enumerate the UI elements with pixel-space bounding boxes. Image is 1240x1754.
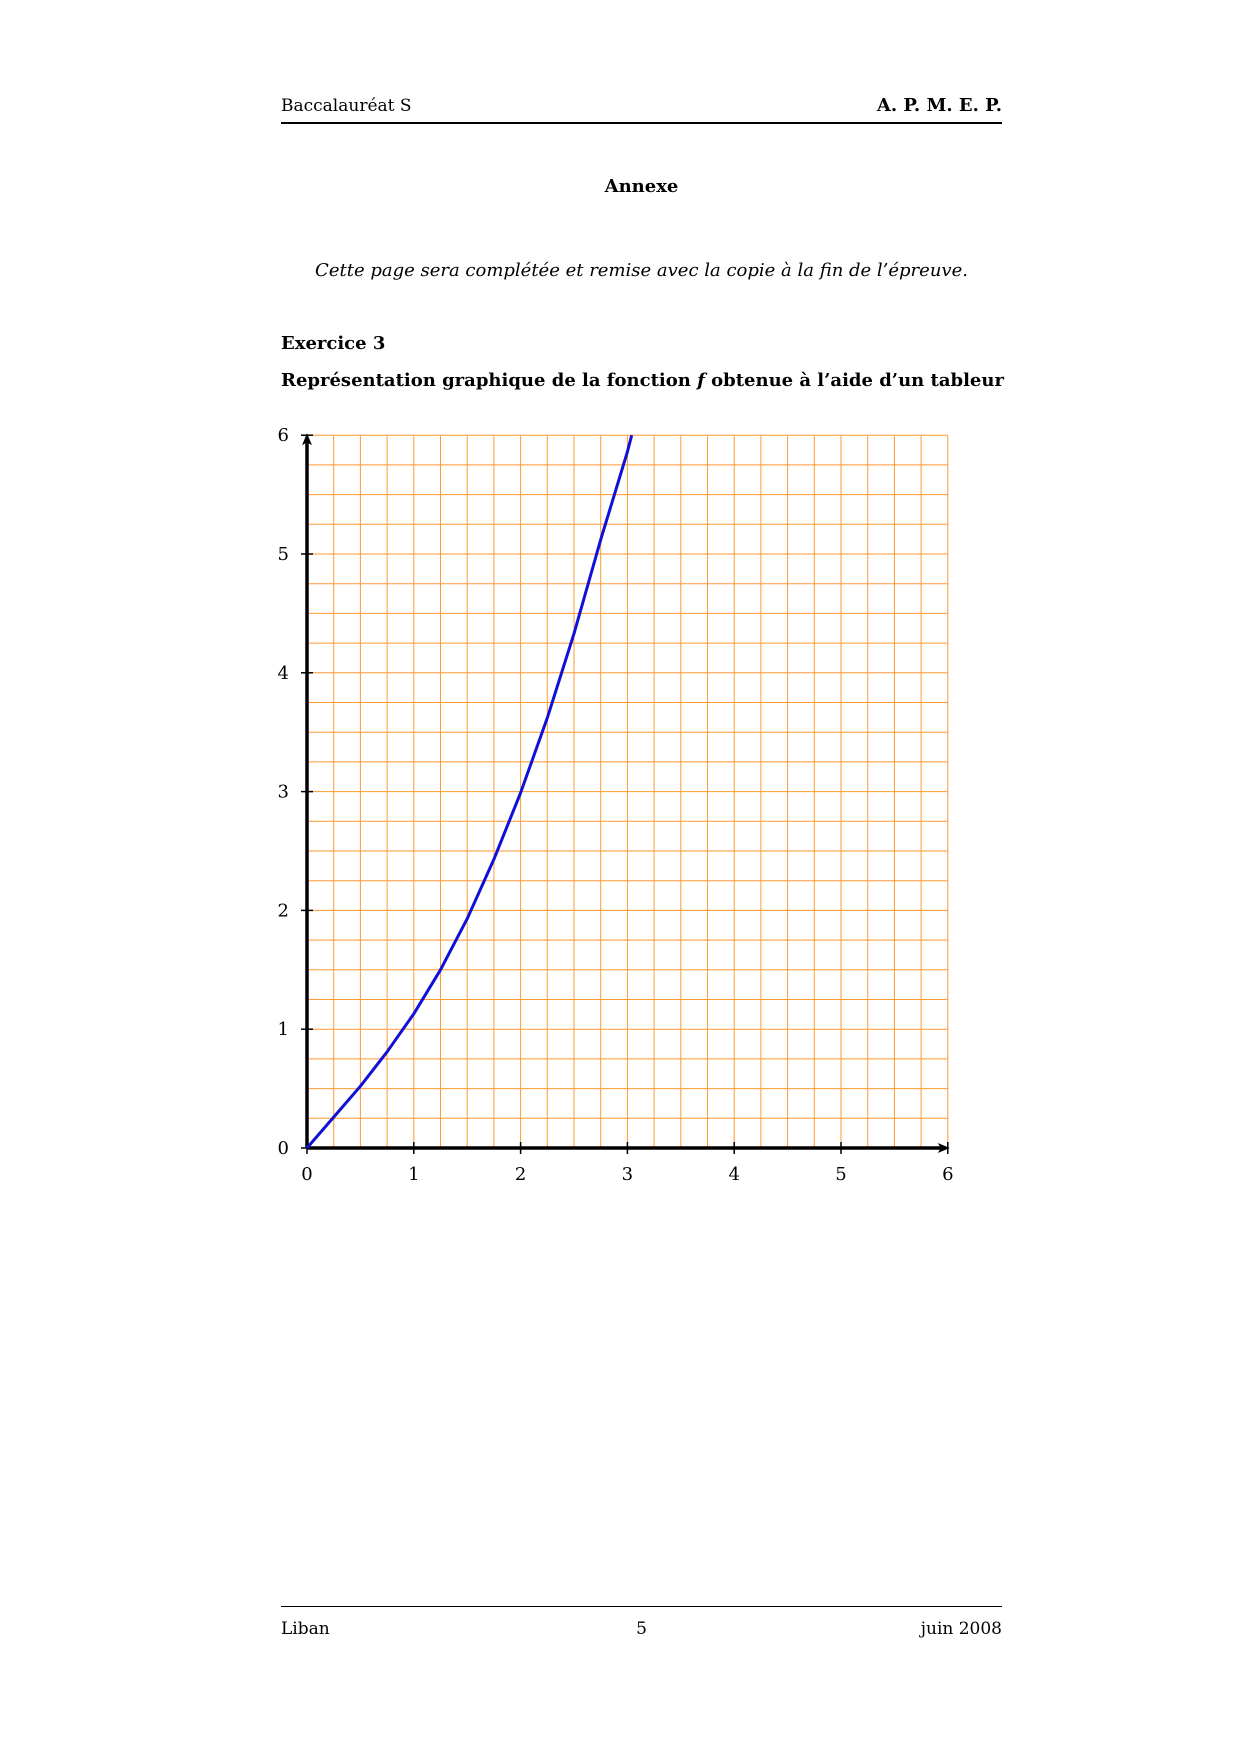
x-tick-label: 4 <box>728 1164 740 1185</box>
page-number: 5 <box>636 1619 647 1639</box>
y-tick-label: 2 <box>277 900 289 922</box>
footer-left: Liban <box>281 1619 330 1639</box>
x-tick-label: 1 <box>408 1164 420 1185</box>
instruction-text: Cette page sera complétée et remise avec la copie à la fin de l’épreuve. <box>315 260 968 281</box>
header-right: A. P. M. E. P. <box>876 95 1002 116</box>
caption-after: obtenue à l’aide d’un tableur <box>704 370 1004 391</box>
chart-grid <box>307 435 948 1148</box>
y-tick-label: 0 <box>277 1138 289 1159</box>
x-tick-label: 5 <box>835 1164 847 1185</box>
chart-axes <box>302 433 950 1153</box>
x-tick-label: 3 <box>621 1164 634 1185</box>
y-tick-label: 1 <box>277 1019 289 1041</box>
footer-right: juin 2008 <box>920 1619 1002 1639</box>
exercise-heading: Exercice 3 <box>281 333 386 354</box>
y-tick-label: 4 <box>277 662 289 684</box>
x-tick-label: 0 <box>301 1164 313 1185</box>
y-tick-label: 5 <box>277 544 289 565</box>
caption-function: f <box>697 370 705 391</box>
x-tick-label: 2 <box>514 1164 527 1185</box>
header-left: Baccalauréat S <box>281 96 412 116</box>
caption-before: Représentation graphique de la fonction <box>281 370 698 391</box>
page-footer <box>281 1606 1002 1647</box>
chart-ticks <box>278 425 954 1185</box>
y-tick-label: 3 <box>277 781 289 803</box>
page-title: Annexe <box>604 176 679 197</box>
y-tick-label: 6 <box>277 425 289 447</box>
x-tick-label: 6 <box>942 1164 954 1185</box>
